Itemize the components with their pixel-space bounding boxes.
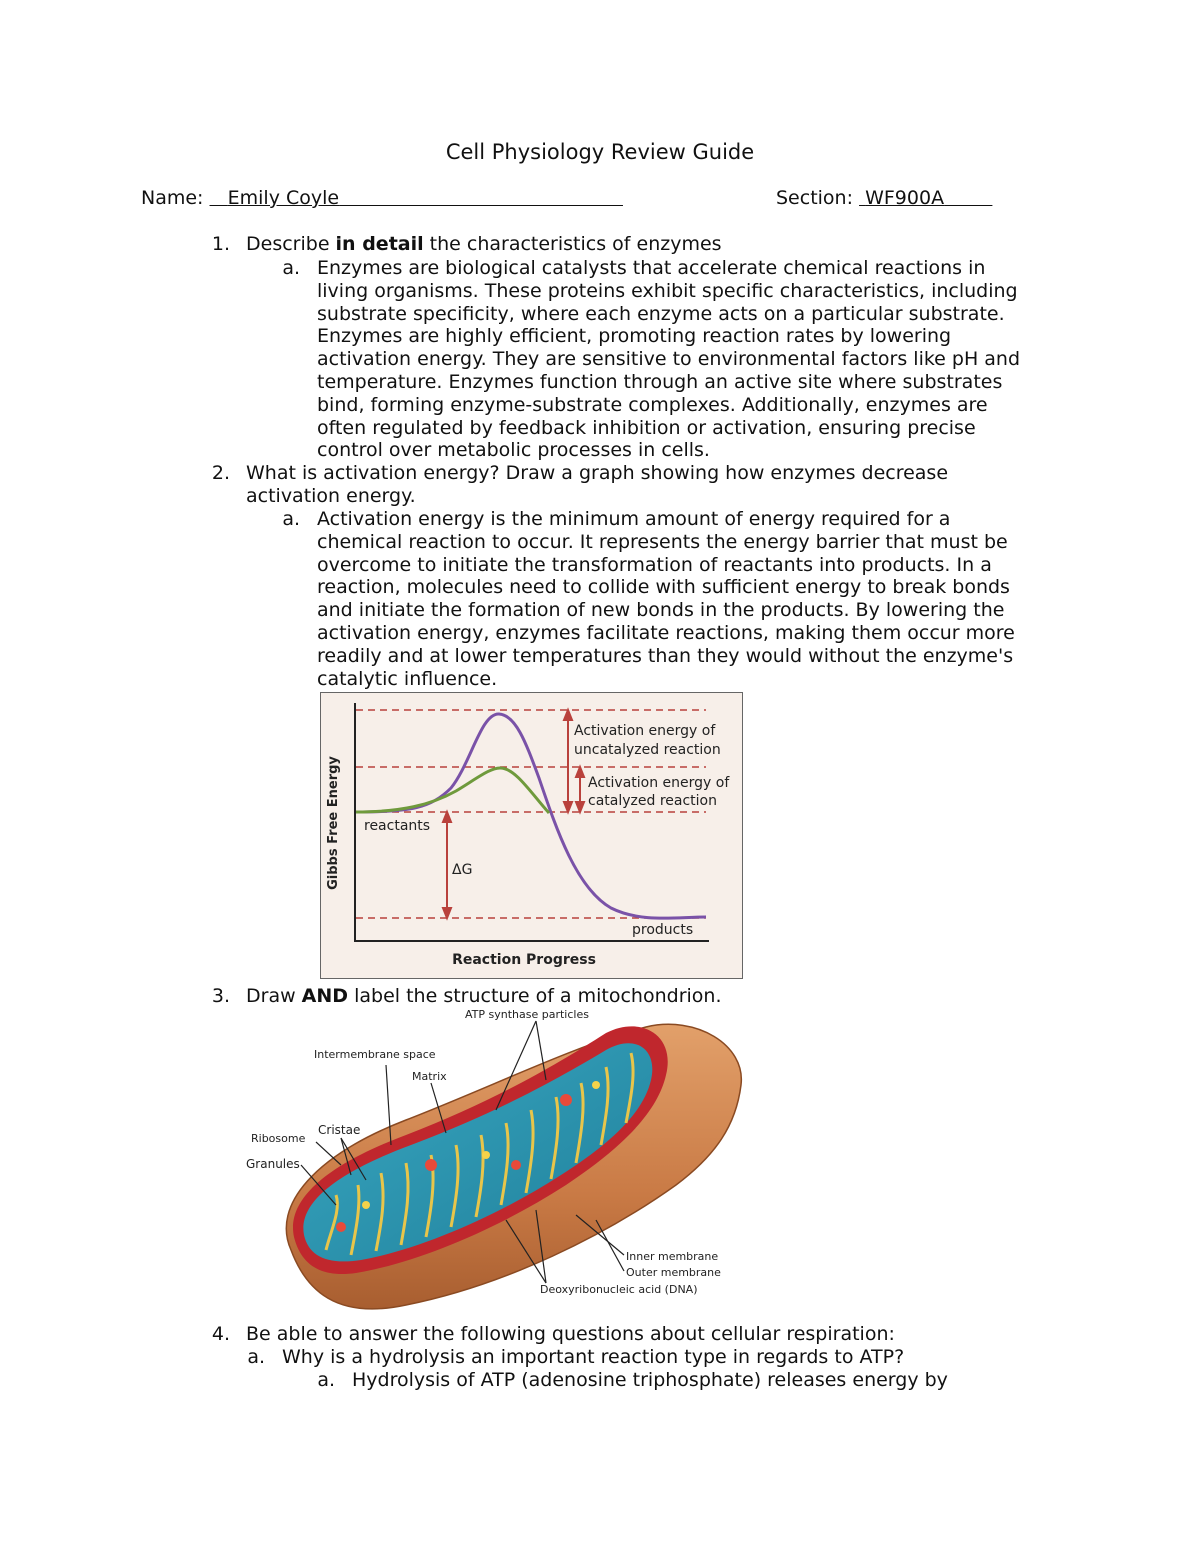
- section-label: Section:: [776, 187, 853, 209]
- uncatalyzed-label-line2: uncatalyzed reaction: [574, 742, 721, 758]
- q4-subsub-answer: Hydrolysis of ATP (adenosine triphosphate) releases energy by: [352, 1369, 948, 1391]
- uncatalyzed-label-line1: Activation energy of: [574, 723, 716, 739]
- label-matrix: Matrix: [412, 1070, 447, 1083]
- activation-energy-graph: [320, 692, 743, 979]
- name-line: [141, 187, 623, 209]
- label-inner-membrane: Inner membrane: [626, 1250, 719, 1263]
- section-value: WF900A: [865, 187, 945, 209]
- catalyzed-curve: [356, 768, 549, 813]
- name-label: Name:: [141, 187, 204, 209]
- label-granules: Granules: [246, 1157, 300, 1171]
- q1-answer: Enzymes are biological catalysts that accelerate chemical reactions in living organisms. These proteins exhibit specific characteristics, including substrate specificity, where each enzyme acts on a particular substrate. Enzymes are highly efficient, promoting reaction rates by lowering activation energy. They are sensitive to environmental factors like pH and temperature. Enzymes function through an active site where substrates bind, forming enzyme-substrate complexes. Additionally, enzymes are often regulated by feedback inhibition or activation, ensuring precise control over metabolic processes in cells.: [317, 257, 1021, 462]
- q4-sub-question: Why is a hydrolysis an important reaction type in regards to ATP?: [282, 1346, 905, 1368]
- q1-answer-letter: a.: [282, 257, 300, 279]
- q1-question: Describe in detail the characteristics of enzymes: [246, 233, 722, 255]
- name-value: Emily Coyle: [227, 187, 340, 209]
- q4-number: 4.: [211, 1323, 230, 1345]
- catalyzed-label-line2: catalyzed reaction: [588, 793, 717, 809]
- q1-number: 1.: [211, 233, 230, 255]
- x-axis-label: Reaction Progress: [452, 952, 596, 968]
- delta-g-label: ΔG: [452, 862, 473, 878]
- q4-sub-letter: a.: [247, 1346, 265, 1368]
- label-intermembrane: Intermembrane space: [314, 1048, 436, 1061]
- reactants-label: reactants: [364, 818, 431, 834]
- delta-g-arrow: [443, 812, 451, 918]
- mitochondrion-svg: [246, 1005, 746, 1323]
- q2-answer: Activation energy is the minimum amount of energy required for a chemical reaction to occur. It represents the energy barrier that must be overcome to initiate the transformation of reactants into products. In a reaction, molecules need to collide with sufficient energy to break bonds and initiate the formation of new bonds in the products. By lowering the activation energy, enzymes facilitate reactions, making them occur more readily and at lower temperatures than they would without the enzyme's catalytic influence.: [317, 508, 1015, 690]
- q4-subsub-letter: a.: [317, 1369, 335, 1391]
- catalyzed-label-line1: Activation energy of: [588, 775, 730, 791]
- label-dna: Deoxyribonucleic acid (DNA): [540, 1283, 698, 1296]
- graph-svg: [321, 693, 741, 977]
- section-line: [776, 187, 992, 209]
- label-atp-synthase: ATP synthase particles: [465, 1008, 589, 1021]
- y-axis-label: Gibbs Free Energy: [326, 756, 341, 890]
- mitochondrion-diagram: [246, 1005, 746, 1323]
- uncatalyzed-arrow: [564, 710, 572, 812]
- label-cristae: Cristae: [318, 1123, 361, 1137]
- q2-question: What is activation energy? Draw a graph showing how enzymes decrease activation energy.: [246, 462, 949, 507]
- label-outer-membrane: Outer membrane: [626, 1266, 721, 1279]
- q3-number: 3.: [211, 985, 230, 1007]
- q4-question: Be able to answer the following questions about cellular respiration:: [246, 1323, 895, 1345]
- label-ribosome: Ribosome: [251, 1132, 306, 1145]
- catalyzed-arrow: [576, 767, 584, 812]
- page-title: Cell Physiology Review Guide: [445, 140, 755, 164]
- products-label: products: [632, 922, 694, 938]
- q2-number: 2.: [211, 462, 230, 484]
- q2-answer-letter: a.: [282, 508, 300, 530]
- q3-question: Draw AND label the structure of a mitochondrion.: [246, 985, 722, 1007]
